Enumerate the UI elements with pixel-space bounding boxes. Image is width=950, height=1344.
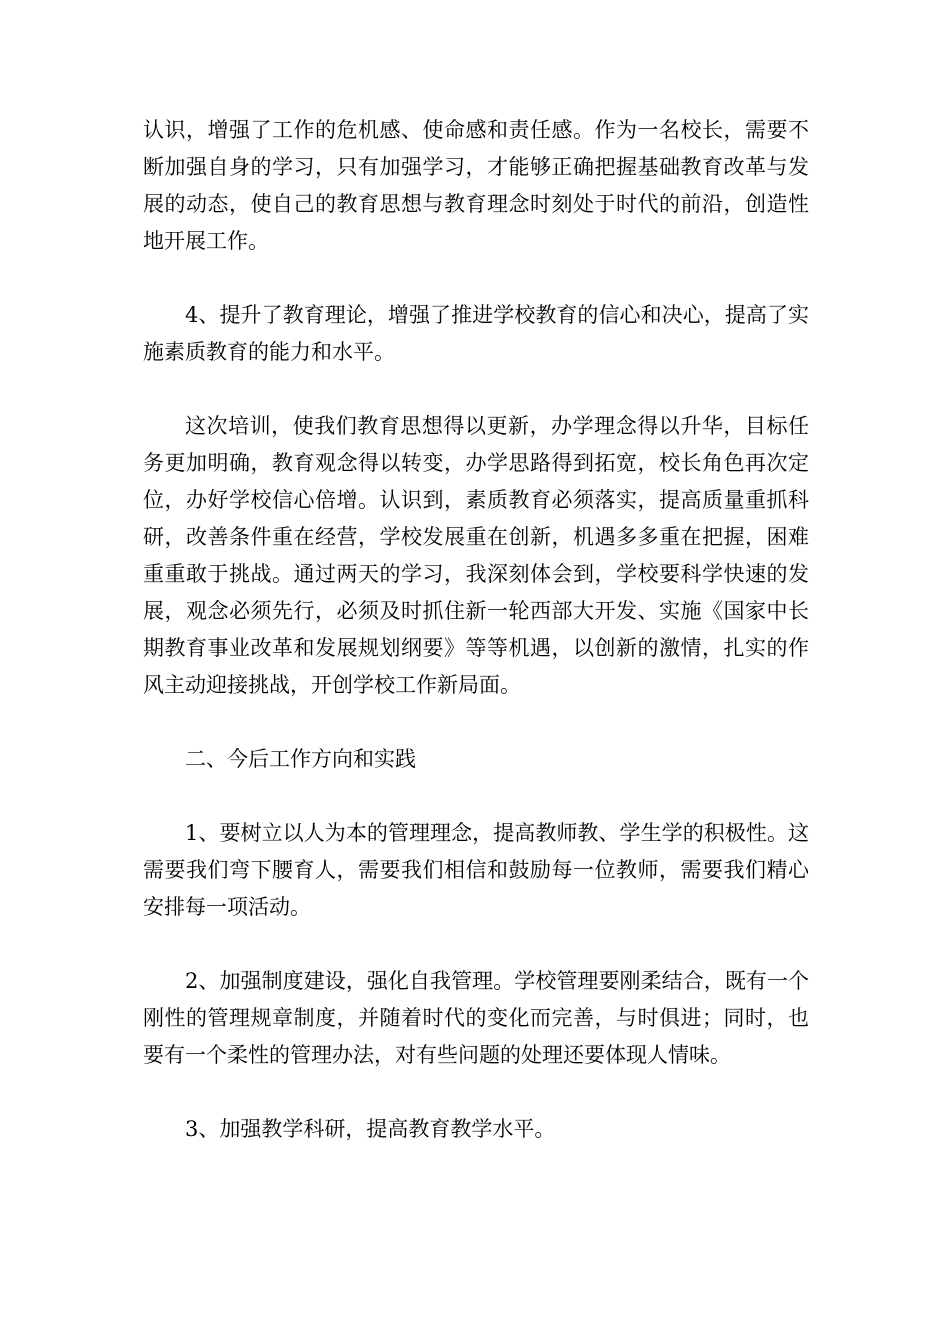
document-page: [143, 112, 809, 1185]
paragraph-item-1: 1、要树立以人为本的管理理念，提高教师教、学生学的积极性。这需要我们弯下腰育人，需要我们相信和鼓励每一位教师，需要我们精心安排每一项活动。: [143, 821, 809, 919]
paragraph-item-4: 4、提升了教育理论，增强了推进学校教育的信心和决心，提高了实施素质教育的能力和水平。: [143, 303, 809, 364]
paragraph-item-3: 3、加强教学科研，提高教育教学水平。: [185, 1117, 556, 1141]
paragraph-continuation: 认识，增强了工作的危机感、使命感和责任感。作为一名校长，需要不断加强自身的学习，只有加强学习，才能够正确把握基础教育改革与发展的动态，使自己的教育思想与教育理念时刻处于时代的前沿，创造性地开展工作。: [143, 118, 809, 253]
paragraph-training-summary: 这次培训，使我们教育思想得以更新，办学理念得以升华，目标任务更加明确，教育观念得以转变，办学思路得到拓宽，校长角色再次定位，办好学校信心倍增。认识到，素质教育必须落实，提高质量重抓科研，改善条件重在经营，学校发展重在创新，机遇多多重在把握，困难重重敢于挑战。通过两天的学习，我深刻体会到，学校要科学快速的发展，观念必须先行，必须及时抓住新一轮西部大开发、实施《国家中长期教育事业改革和发展规划纲要》等等机遇，以创新的激情，扎实的作风主动迎接挑战，开创学校工作新局面。: [143, 414, 809, 697]
paragraph-item-2: 2、加强制度建设，强化自我管理。学校管理要刚柔结合，既有一个刚性的管理规章制度，并随着时代的变化而完善，与时俱进；同时，也要有一个柔性的管理办法，对有些问题的处理还要体现人情味。: [143, 969, 809, 1067]
section-heading-future-work: 二、今后工作方向和实践: [185, 747, 416, 771]
